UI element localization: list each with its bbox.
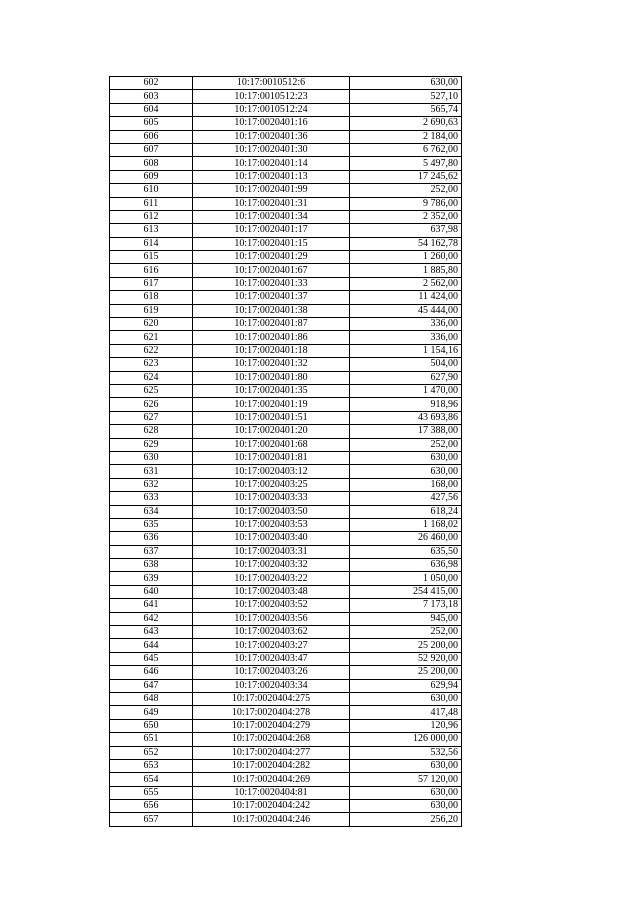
cadastral-number-cell: 10:17:0020403:48 [193, 585, 350, 598]
cadastral-number-cell: 10:17:0020401:33 [193, 277, 350, 290]
table-row [110, 639, 462, 652]
amount-cell: 2 690,63 [350, 117, 462, 130]
cadastral-number-cell: 10:17:0020403:25 [193, 478, 350, 491]
cadastral-number-cell: 10:17:0020404:269 [193, 773, 350, 786]
amount-cell: 629,94 [350, 679, 462, 692]
row-number-cell: 640 [110, 585, 193, 598]
table-row [110, 612, 462, 625]
row-number-cell: 636 [110, 532, 193, 545]
table-row [110, 398, 462, 411]
table-row [110, 465, 462, 478]
row-number-cell: 603 [110, 90, 193, 103]
cadastral-number-cell: 10:17:0020404:277 [193, 746, 350, 759]
table-row [110, 157, 462, 170]
table-row [110, 746, 462, 759]
cadastral-number-cell: 10:17:0020401:19 [193, 398, 350, 411]
cadastral-number-cell: 10:17:0020401:81 [193, 451, 350, 464]
cadastral-number-cell: 10:17:0010512:23 [193, 90, 350, 103]
table-row [110, 224, 462, 237]
cadastral-number-cell: 10:17:0020404:282 [193, 759, 350, 772]
amount-cell: 627,90 [350, 371, 462, 384]
row-number-cell: 619 [110, 304, 193, 317]
row-number-cell: 622 [110, 344, 193, 357]
table-row [110, 90, 462, 103]
amount-cell: 45 444,00 [350, 304, 462, 317]
row-number-cell: 628 [110, 425, 193, 438]
amount-cell: 26 460,00 [350, 532, 462, 545]
amount-cell: 1 168,02 [350, 518, 462, 531]
table-row [110, 184, 462, 197]
table-row [110, 425, 462, 438]
table-row [110, 626, 462, 639]
cadastral-number-cell: 10:17:0020401:87 [193, 318, 350, 331]
amount-cell: 532,56 [350, 746, 462, 759]
amount-cell: 256,20 [350, 813, 462, 826]
cadastral-number-cell: 10:17:0020403:31 [193, 545, 350, 558]
table-row [110, 692, 462, 705]
row-number-cell: 617 [110, 277, 193, 290]
cadastral-number-cell: 10:17:0020401:37 [193, 291, 350, 304]
table-row [110, 719, 462, 732]
cadastral-number-cell: 10:17:0020401:30 [193, 143, 350, 156]
table-row [110, 411, 462, 424]
table-row [110, 117, 462, 130]
table-row [110, 344, 462, 357]
amount-cell: 1 154,16 [350, 344, 462, 357]
row-number-cell: 615 [110, 251, 193, 264]
cadastral-number-cell: 10:17:0020401:15 [193, 237, 350, 250]
amount-cell: 25 200,00 [350, 666, 462, 679]
cadastral-number-cell: 10:17:0020401:51 [193, 411, 350, 424]
cadastral-number-cell: 10:17:0020401:20 [193, 425, 350, 438]
table-row [110, 358, 462, 371]
table-row [110, 237, 462, 250]
table-row [110, 813, 462, 826]
row-number-cell: 623 [110, 358, 193, 371]
row-number-cell: 613 [110, 224, 193, 237]
cadastral-number-cell: 10:17:0020401:68 [193, 438, 350, 451]
table-row [110, 291, 462, 304]
row-number-cell: 634 [110, 505, 193, 518]
cadastral-number-cell: 10:17:0020401:32 [193, 358, 350, 371]
amount-cell: 9 786,00 [350, 197, 462, 210]
row-number-cell: 629 [110, 438, 193, 451]
table-row [110, 585, 462, 598]
row-number-cell: 605 [110, 117, 193, 130]
table-row [110, 733, 462, 746]
cadastral-number-cell: 10:17:0020401:35 [193, 384, 350, 397]
row-number-cell: 649 [110, 706, 193, 719]
table-row [110, 210, 462, 223]
amount-cell: 637,98 [350, 224, 462, 237]
cadastral-number-cell: 10:17:0020403:62 [193, 626, 350, 639]
amount-cell: 618,24 [350, 505, 462, 518]
row-number-cell: 630 [110, 451, 193, 464]
table-row [110, 264, 462, 277]
row-number-cell: 650 [110, 719, 193, 732]
row-number-cell: 645 [110, 652, 193, 665]
cadastral-number-cell: 10:17:0020403:22 [193, 572, 350, 585]
row-number-cell: 602 [110, 77, 193, 90]
amount-cell: 427,56 [350, 492, 462, 505]
table-row [110, 518, 462, 531]
row-number-cell: 633 [110, 492, 193, 505]
amount-cell: 630,00 [350, 800, 462, 813]
table-row [110, 505, 462, 518]
amount-cell: 43 693,86 [350, 411, 462, 424]
amount-cell: 52 920,00 [350, 652, 462, 665]
cadastral-number-cell: 10:17:0020401:17 [193, 224, 350, 237]
cadastral-number-cell: 10:17:0020403:52 [193, 599, 350, 612]
cadastral-number-cell: 10:17:0020404:268 [193, 733, 350, 746]
cadastral-number-cell: 10:17:0020401:38 [193, 304, 350, 317]
table-row [110, 251, 462, 264]
row-number-cell: 643 [110, 626, 193, 639]
cadastral-number-cell: 10:17:0020401:86 [193, 331, 350, 344]
table-row [110, 559, 462, 572]
table-row [110, 384, 462, 397]
row-number-cell: 612 [110, 210, 193, 223]
cadastral-number-cell: 10:17:0020401:18 [193, 344, 350, 357]
amount-cell: 630,00 [350, 465, 462, 478]
row-number-cell: 655 [110, 786, 193, 799]
table-row [110, 451, 462, 464]
amount-cell: 254 415,00 [350, 585, 462, 598]
cadastral-number-cell: 10:17:0020403:40 [193, 532, 350, 545]
cadastral-number-cell: 10:17:0020401:99 [193, 184, 350, 197]
amount-cell: 120,96 [350, 719, 462, 732]
row-number-cell: 653 [110, 759, 193, 772]
row-number-cell: 609 [110, 170, 193, 183]
amount-cell: 630,00 [350, 759, 462, 772]
row-number-cell: 632 [110, 478, 193, 491]
amount-cell: 57 120,00 [350, 773, 462, 786]
row-number-cell: 620 [110, 318, 193, 331]
cadastral-number-cell: 10:17:0020403:32 [193, 559, 350, 572]
amount-cell: 252,00 [350, 438, 462, 451]
row-number-cell: 638 [110, 559, 193, 572]
amount-cell: 1 260,00 [350, 251, 462, 264]
cadastral-number-cell: 10:17:0020401:14 [193, 157, 350, 170]
amount-cell: 630,00 [350, 692, 462, 705]
amount-cell: 6 762,00 [350, 143, 462, 156]
amount-cell: 1 885,80 [350, 264, 462, 277]
cadastral-number-cell: 10:17:0020403:47 [193, 652, 350, 665]
cadastral-number-cell: 10:17:0020401:13 [193, 170, 350, 183]
cadastral-number-cell: 10:17:0020401:67 [193, 264, 350, 277]
table-row [110, 773, 462, 786]
cadastral-number-cell: 10:17:0020403:34 [193, 679, 350, 692]
row-number-cell: 616 [110, 264, 193, 277]
row-number-cell: 606 [110, 130, 193, 143]
cadastral-number-cell: 10:17:0020403:56 [193, 612, 350, 625]
table-row [110, 318, 462, 331]
row-number-cell: 642 [110, 612, 193, 625]
amount-cell: 336,00 [350, 318, 462, 331]
cadastral-number-cell: 10:17:0020401:34 [193, 210, 350, 223]
amount-cell: 565,74 [350, 103, 462, 116]
amount-cell: 636,98 [350, 559, 462, 572]
amount-cell: 918,96 [350, 398, 462, 411]
table-row [110, 532, 462, 545]
cadastral-number-cell: 10:17:0020401:80 [193, 371, 350, 384]
amount-cell: 635,50 [350, 545, 462, 558]
amount-cell: 5 497,80 [350, 157, 462, 170]
row-number-cell: 624 [110, 371, 193, 384]
cadastral-number-cell: 10:17:0020403:12 [193, 465, 350, 478]
table-row [110, 545, 462, 558]
table-row [110, 599, 462, 612]
table-row [110, 652, 462, 665]
cadastral-number-cell: 10:17:0020401:16 [193, 117, 350, 130]
cadastral-number-cell: 10:17:0020403:33 [193, 492, 350, 505]
row-number-cell: 656 [110, 800, 193, 813]
row-number-cell: 611 [110, 197, 193, 210]
amount-cell: 945,00 [350, 612, 462, 625]
cadastral-number-cell: 10:17:0020403:50 [193, 505, 350, 518]
amount-cell: 1 470,00 [350, 384, 462, 397]
row-number-cell: 644 [110, 639, 193, 652]
row-number-cell: 607 [110, 143, 193, 156]
row-number-cell: 604 [110, 103, 193, 116]
amount-cell: 417,48 [350, 706, 462, 719]
cadastral-number-cell: 10:17:0010512:6 [193, 77, 350, 90]
amount-cell: 7 173,18 [350, 599, 462, 612]
table-row [110, 438, 462, 451]
row-number-cell: 635 [110, 518, 193, 531]
table-row [110, 478, 462, 491]
cadastral-number-cell: 10:17:0020403:26 [193, 666, 350, 679]
cadastral-number-cell: 10:17:0020404:246 [193, 813, 350, 826]
cadastral-number-cell: 10:17:0020404:275 [193, 692, 350, 705]
cadastral-number-cell: 10:17:0020401:29 [193, 251, 350, 264]
row-number-cell: 648 [110, 692, 193, 705]
row-number-cell: 618 [110, 291, 193, 304]
table-row [110, 706, 462, 719]
table-row [110, 170, 462, 183]
table-row [110, 666, 462, 679]
amount-cell: 630,00 [350, 77, 462, 90]
row-number-cell: 627 [110, 411, 193, 424]
cadastral-number-cell: 10:17:0020404:242 [193, 800, 350, 813]
table-row [110, 759, 462, 772]
table-row [110, 492, 462, 505]
cadastral-number-cell: 10:17:0020404:81 [193, 786, 350, 799]
table-row [110, 143, 462, 156]
row-number-cell: 621 [110, 331, 193, 344]
amount-cell: 25 200,00 [350, 639, 462, 652]
row-number-cell: 625 [110, 384, 193, 397]
table-row [110, 197, 462, 210]
table-row [110, 130, 462, 143]
row-number-cell: 610 [110, 184, 193, 197]
amount-cell: 54 162,78 [350, 237, 462, 250]
cadastral-number-cell: 10:17:0020403:53 [193, 518, 350, 531]
table-row [110, 800, 462, 813]
amount-cell: 252,00 [350, 626, 462, 639]
row-number-cell: 654 [110, 773, 193, 786]
table-row [110, 277, 462, 290]
amount-cell: 126 000,00 [350, 733, 462, 746]
table-row [110, 786, 462, 799]
cadastral-number-cell: 10:17:0020404:279 [193, 719, 350, 732]
amount-cell: 168,00 [350, 478, 462, 491]
row-number-cell: 641 [110, 599, 193, 612]
amount-cell: 630,00 [350, 451, 462, 464]
row-number-cell: 657 [110, 813, 193, 826]
cadastral-number-cell: 10:17:0020401:36 [193, 130, 350, 143]
row-number-cell: 608 [110, 157, 193, 170]
row-number-cell: 637 [110, 545, 193, 558]
amount-cell: 527,10 [350, 90, 462, 103]
amount-cell: 336,00 [350, 331, 462, 344]
cadastral-number-cell: 10:17:0010512:24 [193, 103, 350, 116]
amount-cell: 504,00 [350, 358, 462, 371]
row-number-cell: 646 [110, 666, 193, 679]
amount-cell: 630,00 [350, 786, 462, 799]
table-row [110, 304, 462, 317]
table-row [110, 103, 462, 116]
cadastral-number-cell: 10:17:0020404:278 [193, 706, 350, 719]
amount-cell: 17 245,62 [350, 170, 462, 183]
amount-cell: 2 562,00 [350, 277, 462, 290]
data-table [109, 76, 462, 827]
amount-cell: 17 388,00 [350, 425, 462, 438]
table-row [110, 679, 462, 692]
table-row [110, 572, 462, 585]
table-row [110, 331, 462, 344]
cadastral-number-cell: 10:17:0020401:31 [193, 197, 350, 210]
amount-cell: 2 352,00 [350, 210, 462, 223]
table-row [110, 371, 462, 384]
row-number-cell: 631 [110, 465, 193, 478]
cadastral-number-cell: 10:17:0020403:27 [193, 639, 350, 652]
row-number-cell: 639 [110, 572, 193, 585]
amount-cell: 252,00 [350, 184, 462, 197]
row-number-cell: 626 [110, 398, 193, 411]
table-row [110, 77, 462, 90]
amount-cell: 2 184,00 [350, 130, 462, 143]
amount-cell: 1 050,00 [350, 572, 462, 585]
row-number-cell: 614 [110, 237, 193, 250]
row-number-cell: 651 [110, 733, 193, 746]
amount-cell: 11 424,00 [350, 291, 462, 304]
row-number-cell: 647 [110, 679, 193, 692]
row-number-cell: 652 [110, 746, 193, 759]
table-body [110, 77, 462, 827]
